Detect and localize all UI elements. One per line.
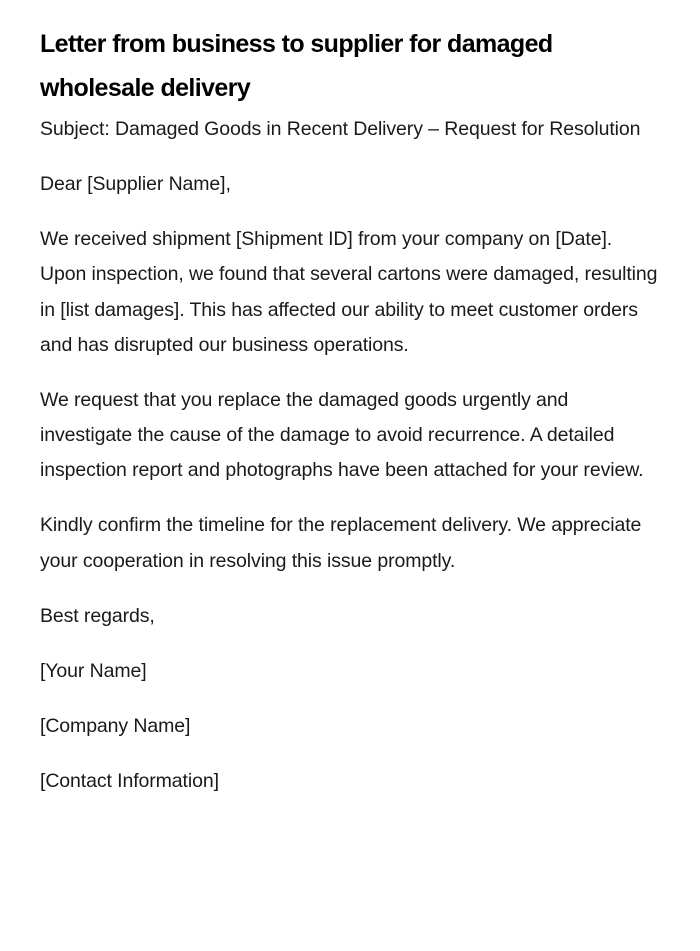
- body-paragraph: We request that you replace the damaged goods urgently and investigate the cause of the damage to avoid recurrence. A detailed inspection report and photographs have been attached for your review.: [40, 388, 644, 482]
- signature-contact: [Contact Information]: [40, 769, 219, 792]
- signature-name: [Your Name]: [40, 659, 147, 682]
- document-title: Letter from business to supplier for damaged wholesale delivery: [40, 30, 553, 102]
- closing: Best regards,: [40, 604, 155, 627]
- subject-line: Subject: Damaged Goods in Recent Delivery – Request for Resolution: [40, 118, 641, 140]
- signature-company: [Company Name]: [40, 714, 191, 737]
- body-paragraph: We received shipment [Shipment ID] from your company on [Date]. Upon inspection, we found that several cartons were damaged, resulting in [list damages]. This has affected our ability to meet customer orders and has disrupted our business operations.: [40, 227, 658, 356]
- salutation: Dear [Supplier Name],: [40, 172, 231, 195]
- body-paragraph: Kindly confirm the timeline for the replacement delivery. We appreciate your cooperation in resolving this issue promptly.: [40, 514, 642, 572]
